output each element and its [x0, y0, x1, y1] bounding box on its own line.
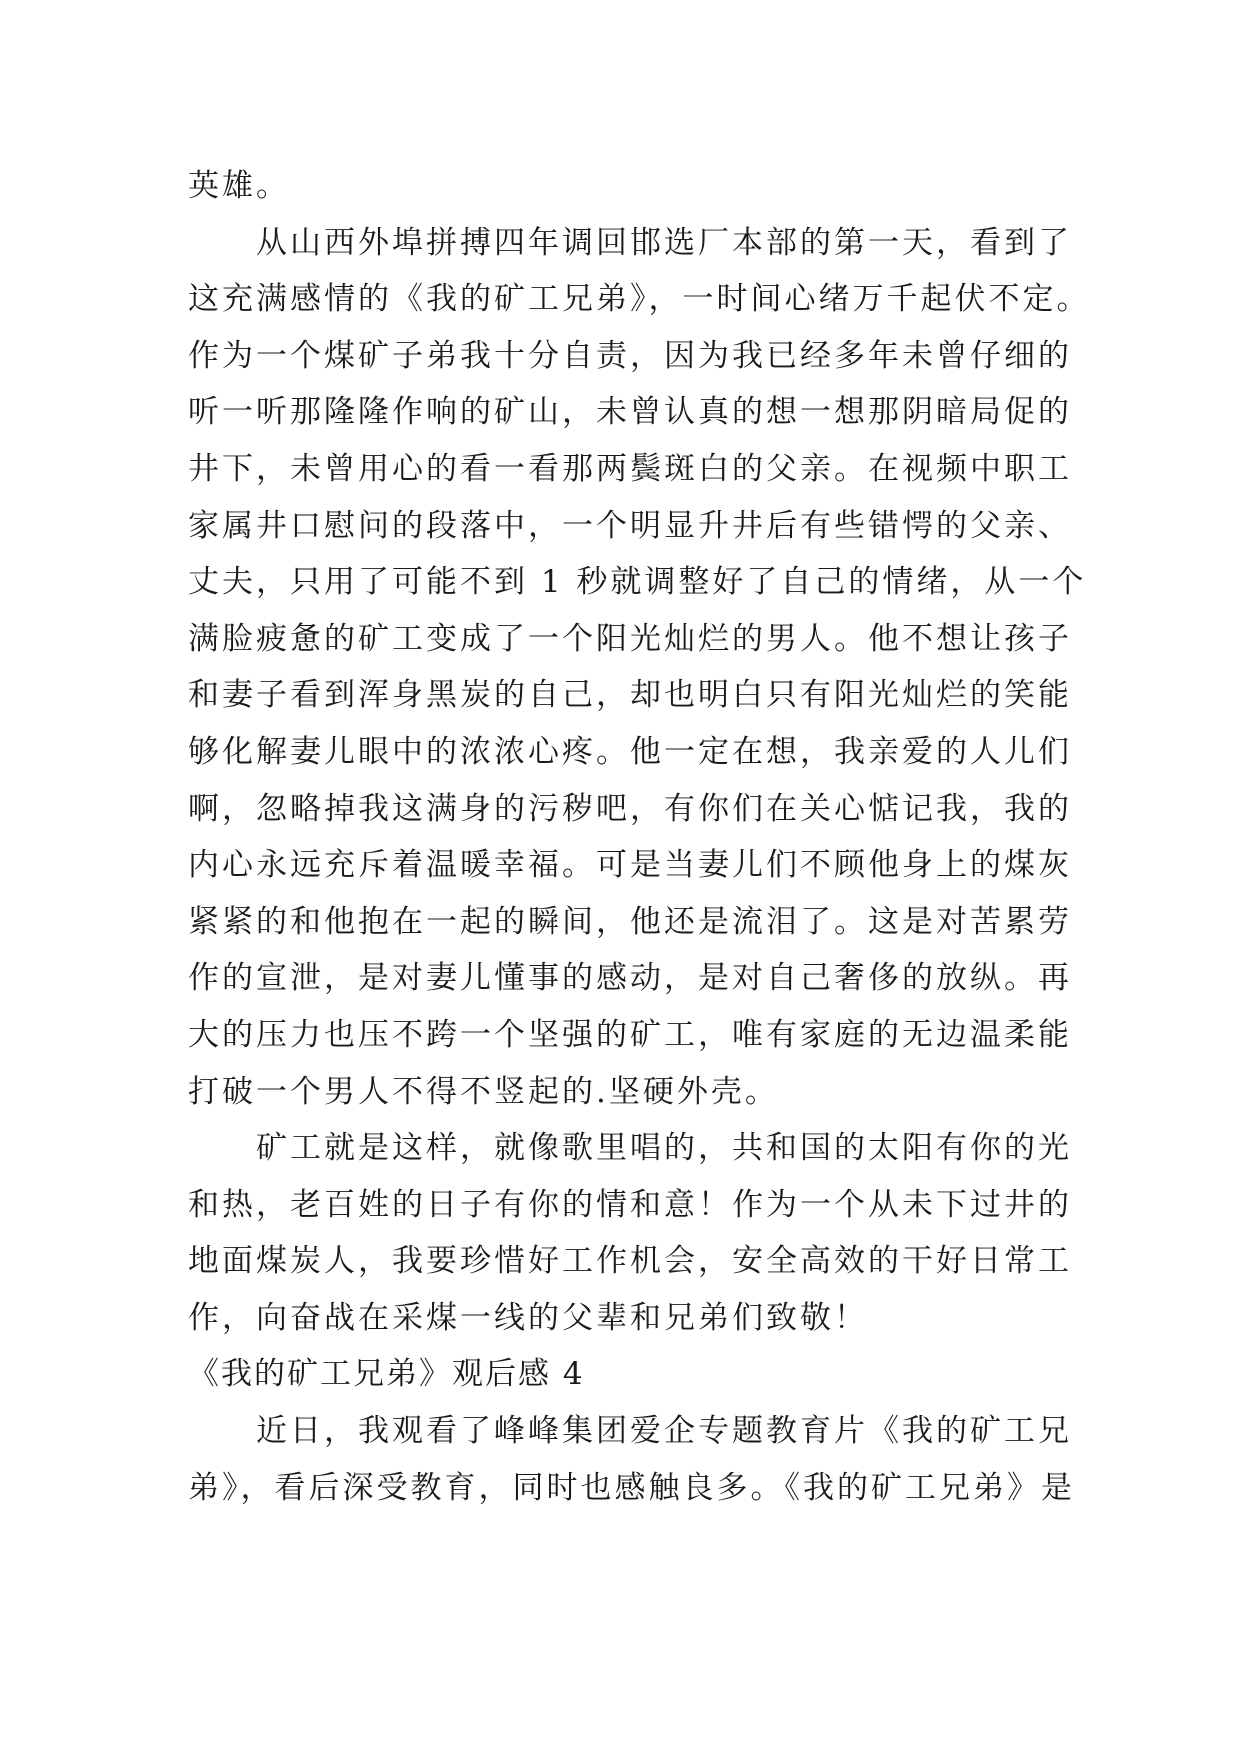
- text-line: 家属井口慰问的段落中，一个明显升井后有些错愕的父亲、: [188, 507, 1072, 544]
- text-line: 啊，忽略掉我这满身的污秽吧，有你们在关心惦记我，我的: [188, 790, 1072, 827]
- text-line: 内心永远充斥着温暖幸福。可是当妻儿们不顾他身上的煤灰: [188, 847, 1072, 884]
- text-line: 紧紧的和他抱在一起的瞬间，他还是流泪了。这是对苦累劳: [188, 903, 1072, 940]
- text-line: 英雄。: [188, 168, 290, 204]
- paragraph-start-line: 从山西外埠拼搏四年调回邯选厂本部的第一天，看到了: [256, 224, 1072, 261]
- text-line: 丈夫，只用了可能不到 1 秒就调整好了自己的情绪，从一个: [188, 564, 1087, 601]
- text-line: 打破一个男人不得不竖起的.坚硬外壳。: [188, 1073, 779, 1110]
- text-line: 大的压力也压不跨一个坚强的矿工，唯有家庭的无边温柔能: [188, 1016, 1072, 1053]
- text-line: 作为一个煤矿子弟我十分自责，因为我已经多年未曾仔细的: [188, 337, 1072, 374]
- section-heading: 《我的矿工兄弟》观后感 4: [188, 1356, 585, 1393]
- text-line: 够化解妻儿眼中的浓浓心疼。他一定在想，我亲爱的人儿们: [188, 733, 1072, 770]
- text-line: 满脸疲惫的矿工变成了一个阳光灿烂的男人。他不想让孩子: [188, 620, 1072, 657]
- text-line: 这充满感情的《我的矿工兄弟》，一时间心绪万千起伏不定。: [188, 281, 1091, 318]
- text-line: 和热，老百姓的日子有你的情和意！作为一个从未下过井的: [188, 1186, 1072, 1223]
- paragraph-start-line: 近日，我观看了峰峰集团爱企专题教育片《我的矿工兄: [256, 1413, 1072, 1450]
- text-line: 作的宣泄，是对妻儿懂事的感动，是对自己奢侈的放纵。再: [188, 960, 1072, 997]
- text-line: 井下，未曾用心的看一看那两鬓斑白的父亲。在视频中职工: [188, 450, 1072, 487]
- text-line: 作，向奋战在采煤一线的父辈和兄弟们致敬！: [188, 1299, 868, 1336]
- paragraph-start-line: 矿工就是这样，就像歌里唱的，共和国的太阳有你的光: [256, 1130, 1072, 1167]
- text-line: 和妻子看到浑身黑炭的自己，却也明白只有阳光灿烂的笑能: [188, 677, 1072, 714]
- text-line: 弟》，看后深受教育，同时也感触良多。《我的矿工兄弟》是: [188, 1469, 1075, 1506]
- document-body: [188, 158, 1091, 1516]
- text-line: 听一听那隆隆作响的矿山，未曾认真的想一想那阴暗局促的: [188, 394, 1072, 431]
- text-line: 地面煤炭人，我要珍惜好工作机会，安全高效的干好日常工: [188, 1243, 1072, 1280]
